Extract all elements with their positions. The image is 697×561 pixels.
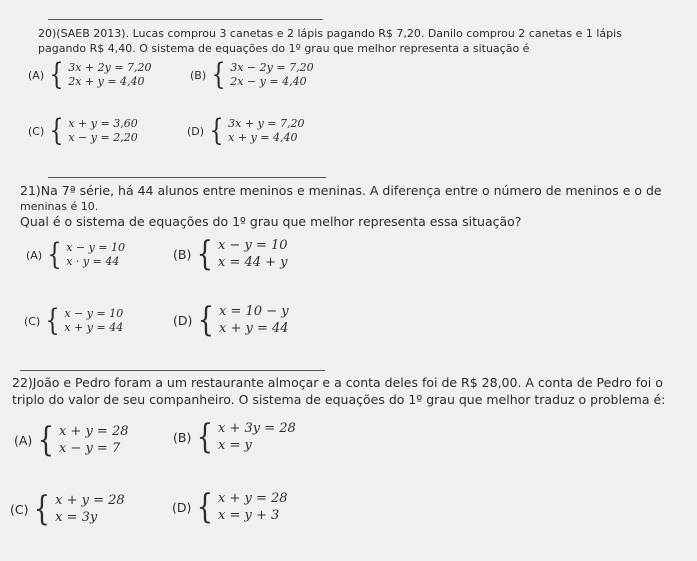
brace-icon: { <box>49 113 64 148</box>
q22-line-1: 22)João e Pedro foram a um restaurante almoçar e a conta deles foi de R$ 28,00. A conta de Pedro foi o <box>12 375 663 390</box>
brace-icon: { <box>38 420 55 460</box>
q20-option-b[interactable] <box>190 57 314 92</box>
equation-1: x + y = 28 <box>218 491 288 506</box>
equation-1: 3x + y = 7,20 <box>228 117 305 130</box>
equation-1: 3x + 2y = 7,20 <box>68 61 152 74</box>
equation-2: x − y = 2,20 <box>68 131 138 144</box>
top-rule <box>48 19 323 20</box>
option-label: (B) <box>173 246 192 262</box>
equation-2: x + y = 4,40 <box>228 131 298 144</box>
q20-option-a[interactable] <box>28 57 152 92</box>
option-label: (A) <box>26 248 43 262</box>
q21-line-3: Qual é o sistema de equações do 1º grau que melhor representa essa situação? <box>20 214 522 229</box>
equation-1: x − y = 10 <box>66 241 126 254</box>
brace-icon: { <box>197 417 214 457</box>
q21-option-a[interactable] <box>26 237 126 272</box>
q22-option-a[interactable] <box>14 420 129 460</box>
equation-1: x + y = 28 <box>55 493 125 508</box>
q20-line-2: pagando R$ 4,40. O sistema de equações do 1º grau que melhor representa a situação é <box>38 42 530 55</box>
q21-option-d[interactable] <box>173 300 289 340</box>
equation-2: x + y = 44 <box>219 321 289 336</box>
option-label: (C) <box>24 314 41 328</box>
option-label: (B) <box>190 68 207 82</box>
equation-1: x − y = 10 <box>64 307 124 320</box>
equation-2: 2x − y = 4,40 <box>230 75 307 88</box>
equation-1: x − y = 10 <box>217 238 288 253</box>
q20-option-c[interactable] <box>28 113 138 148</box>
equation-1: 3x − 2y = 7,20 <box>230 61 314 74</box>
brace-icon: { <box>197 487 214 527</box>
equation-2: x = 44 + y <box>217 255 288 270</box>
equation-2: x − y = 7 <box>58 441 121 456</box>
q21-option-b[interactable] <box>173 234 288 274</box>
q22-option-b[interactable] <box>173 417 296 457</box>
option-label: (B) <box>173 429 192 445</box>
q20-option-d[interactable] <box>187 113 305 148</box>
q21-line-1: 21)Na 7ª série, há 44 alunos entre meninos e meninas. A diferença entre o número de meninos e o de <box>20 183 662 198</box>
q22-option-c[interactable] <box>10 489 125 529</box>
brace-icon: { <box>209 113 224 148</box>
brace-icon: { <box>49 57 64 92</box>
brace-icon: { <box>34 489 51 529</box>
option-label: (D) <box>172 499 192 515</box>
equation-1: x + y = 3,60 <box>68 117 138 130</box>
option-label: (A) <box>28 68 45 82</box>
q22-line-2: triplo do valor de seu companheiro. O sistema de equações do 1º grau que melhor traduz o problema é: <box>12 392 666 407</box>
option-label: (C) <box>28 124 45 138</box>
equation-1: x + y = 28 <box>58 424 129 439</box>
brace-icon: { <box>45 303 60 338</box>
divider-2 <box>20 370 325 371</box>
option-label: (D) <box>173 312 193 328</box>
brace-icon: { <box>197 234 214 274</box>
brace-icon: { <box>211 57 226 92</box>
equation-2: x · y = 44 <box>66 255 120 268</box>
option-label: (C) <box>10 501 29 517</box>
equation-2: x = y <box>217 438 252 453</box>
q21-option-c[interactable] <box>24 303 124 338</box>
equation-2: x = y + 3 <box>218 508 280 523</box>
equation-1: x + 3y = 28 <box>217 421 296 436</box>
equation-1: x = 10 − y <box>219 304 289 319</box>
brace-icon: { <box>198 300 215 340</box>
q20-line-1: 20)(SAEB 2013). Lucas comprou 3 canetas e 2 lápis pagando R$ 7,20. Danilo comprou 2 canetas e 1 lápis <box>38 27 622 40</box>
divider-1 <box>48 177 326 178</box>
brace-icon: { <box>47 237 62 272</box>
equation-2: x + y = 44 <box>64 321 124 334</box>
q22-option-d[interactable] <box>172 487 288 527</box>
equation-2: x = 3y <box>55 510 98 525</box>
option-label: (A) <box>14 432 33 448</box>
equation-2: 2x + y = 4,40 <box>68 75 145 88</box>
option-label: (D) <box>187 124 205 138</box>
q21-line-2: meninas é 10. <box>20 200 99 213</box>
